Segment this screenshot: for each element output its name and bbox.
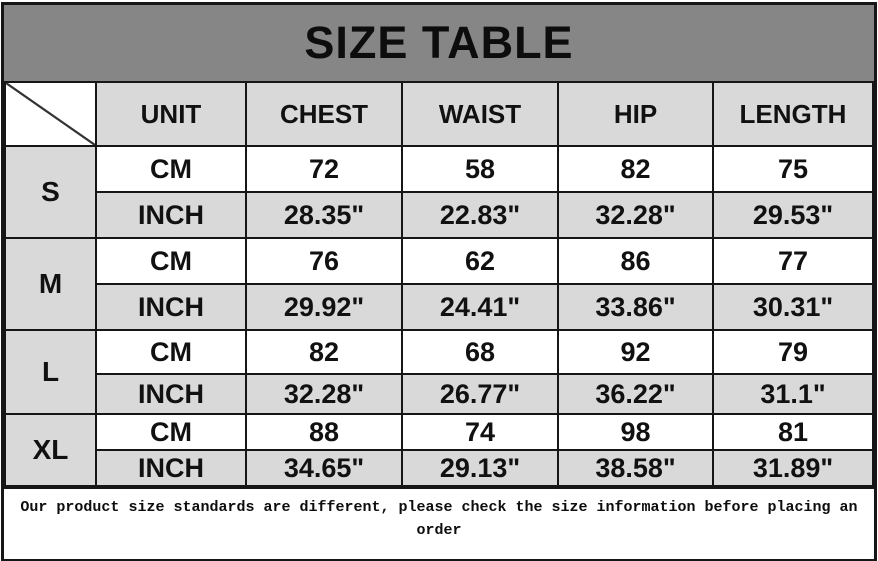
table-cell: 82 [246,330,402,374]
table-row [5,450,873,486]
size-label: XL [5,414,96,486]
table-cell: 92 [558,330,713,374]
table-cell: 29.92" [246,284,402,330]
unit-label: INCH [96,284,246,330]
header-row [5,82,873,146]
table-cell: 68 [402,330,558,374]
page-title: SIZE TABLE [4,5,874,81]
table-cell: 76 [246,238,402,284]
unit-label: CM [96,146,246,192]
size-label: M [5,238,96,330]
table-row [5,284,873,330]
table-cell: 30.31" [713,284,873,330]
size-note: Our product size standards are different, please check the size information before placing an order [4,487,874,559]
unit-label: INCH [96,374,246,414]
header-cell-waist: WAIST [402,82,558,146]
table-row [5,146,873,192]
table-cell: 31.89" [713,450,873,486]
table-cell: 32.28" [246,374,402,414]
table-cell: 77 [713,238,873,284]
size-label: L [5,330,96,414]
table-row [5,414,873,450]
unit-label: CM [96,330,246,374]
header-cell-hip: HIP [558,82,713,146]
corner-cell [5,82,96,146]
size-label: S [5,146,96,238]
table-cell: 24.41" [402,284,558,330]
table-cell: 22.83" [402,192,558,238]
table-cell: 34.65" [246,450,402,486]
header-cell-unit: UNIT [96,82,246,146]
table-cell: 38.58" [558,450,713,486]
size-table [4,81,874,487]
table-cell: 74 [402,414,558,450]
header-cell-length: LENGTH [713,82,873,146]
table-cell: 72 [246,146,402,192]
table-frame [1,2,877,561]
table-cell: 26.77" [402,374,558,414]
table-cell: 32.28" [558,192,713,238]
table-cell: 86 [558,238,713,284]
table-cell: 36.22" [558,374,713,414]
table-row [5,238,873,284]
table-cell: 33.86" [558,284,713,330]
unit-label: INCH [96,192,246,238]
unit-label: CM [96,414,246,450]
table-cell: 31.1" [713,374,873,414]
table-cell: 29.13" [402,450,558,486]
unit-label: INCH [96,450,246,486]
table-cell: 62 [402,238,558,284]
header-cell-chest: CHEST [246,82,402,146]
table-cell: 79 [713,330,873,374]
table-cell: 98 [558,414,713,450]
table-row [5,330,873,374]
table-cell: 29.53" [713,192,873,238]
diagonal-line-icon [6,83,95,145]
table-cell: 82 [558,146,713,192]
table-cell: 75 [713,146,873,192]
table-row [5,192,873,238]
table-cell: 88 [246,414,402,450]
unit-label: CM [96,238,246,284]
table-cell: 81 [713,414,873,450]
table-cell: 58 [402,146,558,192]
table-cell: 28.35" [246,192,402,238]
table-row [5,374,873,414]
